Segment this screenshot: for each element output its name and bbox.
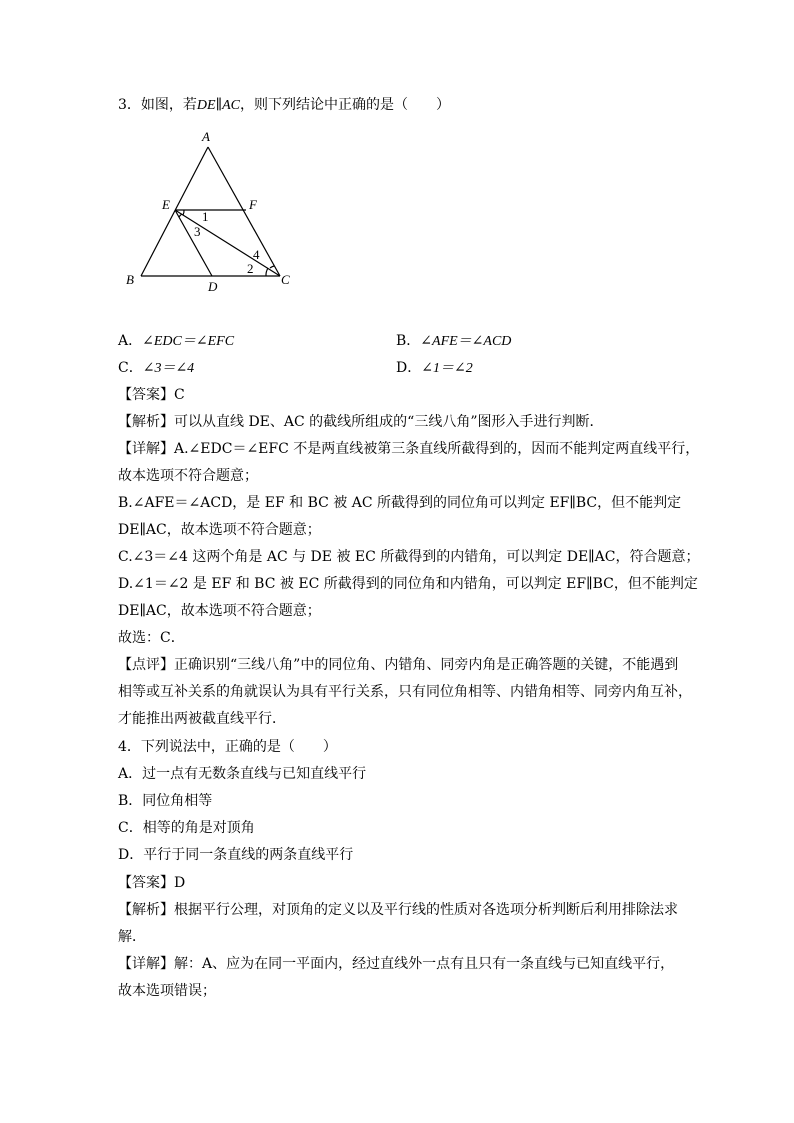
q3-detail-line-1: 【详解】A.∠EDC＝∠EFC 不是两直线被第三条直线所截得到的，因而不能判定两直线平行， — [118, 441, 700, 457]
angle-4-arc — [270, 266, 274, 268]
label-angle-4: 4 — [253, 247, 260, 262]
q3-option-b — [396, 331, 511, 352]
q4-option-c: C．相等的角是对顶角 — [118, 820, 255, 836]
angle-1-arc — [183, 210, 184, 215]
q3-stem-parallel: ∥ — [215, 97, 223, 113]
q4-analysis-line-2: 解． — [118, 929, 146, 945]
q3-detail-line-6: D.∠1＝∠2 是 EF 和 BC 被 EC 所截得到的同位角和内错角，可以判定 EF∥BC，但不能判定 — [118, 576, 698, 592]
label-a: A — [202, 129, 210, 144]
label-angle-1: 1 — [202, 209, 209, 224]
option-text: ∠AFE＝∠ACD — [420, 334, 512, 349]
option-key: C． — [118, 360, 143, 376]
q3-comment-line-1: 【点评】正确识别“三线八角”中的同位角、内错角、同旁内角是正确答题的关键，不能遇到 — [118, 657, 679, 673]
q3-comment-line-2: 相等或互补关系的角就误认为具有平行关系，只有同位角相等、内错角相等、同旁内角互补， — [118, 684, 692, 700]
q4-analysis-line-1: 【解析】根据平行公理，对顶角的定义以及平行线的性质对各选项分析判断后利用排除法求 — [118, 902, 678, 918]
q4-option-b: B．同位角相等 — [118, 793, 213, 809]
option-key: A． — [118, 333, 143, 349]
q3-geometry-figure — [118, 125, 308, 295]
q3-comment-line-3: 才能推出两被截直线平行． — [118, 711, 286, 727]
q4-detail-line-1: 【详解】解：A、应为在同一平面内，经过直线外一点有且只有一条直线与已知直线平行， — [118, 956, 675, 972]
q4-option-d: D．平行于同一条直线的两条直线平行 — [118, 847, 354, 863]
q3-option-a — [118, 331, 234, 352]
q3-stem — [118, 95, 450, 116]
q3-analysis: 【解析】可以从直线 DE、AC 的截线所组成的“三线八角”图形入手进行判断． — [118, 414, 604, 430]
label-c: C — [281, 272, 290, 287]
q3-detail-line-3: B.∠AFE＝∠ACD，是 EF 和 BC 被 AC 所截得到的同位角可以判定 EF∥BC，但不能判定 — [118, 495, 682, 511]
line-ac — [208, 147, 280, 276]
q3-stem-var-de: DE — [196, 98, 216, 113]
q4-option-a: A．过一点有无数条直线与已知直线平行 — [118, 766, 367, 782]
q3-detail-line-4: DE∥AC，故本选项不符合题意； — [118, 522, 321, 538]
label-angle-2: 2 — [247, 261, 254, 276]
option-text: ∠1＝∠2 — [421, 361, 473, 376]
line-ab — [141, 147, 208, 276]
q4-answer: 【答案】D — [118, 875, 186, 891]
q3-choose: 故选：C． — [118, 630, 185, 646]
q3-detail-line-7: DE∥AC，故本选项不符合题意； — [118, 603, 321, 619]
q3-detail-line-2: 故本选项不符合题意； — [118, 468, 258, 484]
label-e: E — [162, 197, 170, 212]
label-b: B — [126, 272, 134, 287]
q4-detail-line-2: 故本选项错误； — [118, 983, 216, 999]
option-text: ∠3＝∠4 — [142, 361, 195, 376]
q3-answer: 【答案】C — [118, 387, 185, 403]
q3-stem-prefix: 3．如图，若 — [118, 97, 197, 113]
angle-2-arc — [266, 268, 268, 276]
q3-stem-var-ac: AC — [222, 98, 240, 113]
option-text: ∠EDC＝∠EFC — [142, 334, 235, 349]
q4-stem: 4．下列说法中，正确的是（ ） — [118, 739, 337, 755]
q3-stem-suffix: ，则下列结论中正确的是（ ） — [239, 97, 450, 113]
q3-detail-line-5: C.∠3＝∠4 这两个角是 AC 与 DE 被 EC 所截得到的内错角，可以判定 DE∥AC，符合题意； — [118, 549, 700, 565]
label-d: D — [208, 279, 218, 294]
label-f: F — [249, 197, 257, 212]
label-angle-3: 3 — [194, 224, 201, 239]
line-ec — [175, 210, 280, 276]
q3-option-d — [396, 358, 473, 379]
angle-3-arc — [179, 214, 182, 217]
q3-option-c — [118, 358, 194, 379]
option-key: D． — [396, 360, 422, 376]
option-key: B． — [396, 333, 421, 349]
